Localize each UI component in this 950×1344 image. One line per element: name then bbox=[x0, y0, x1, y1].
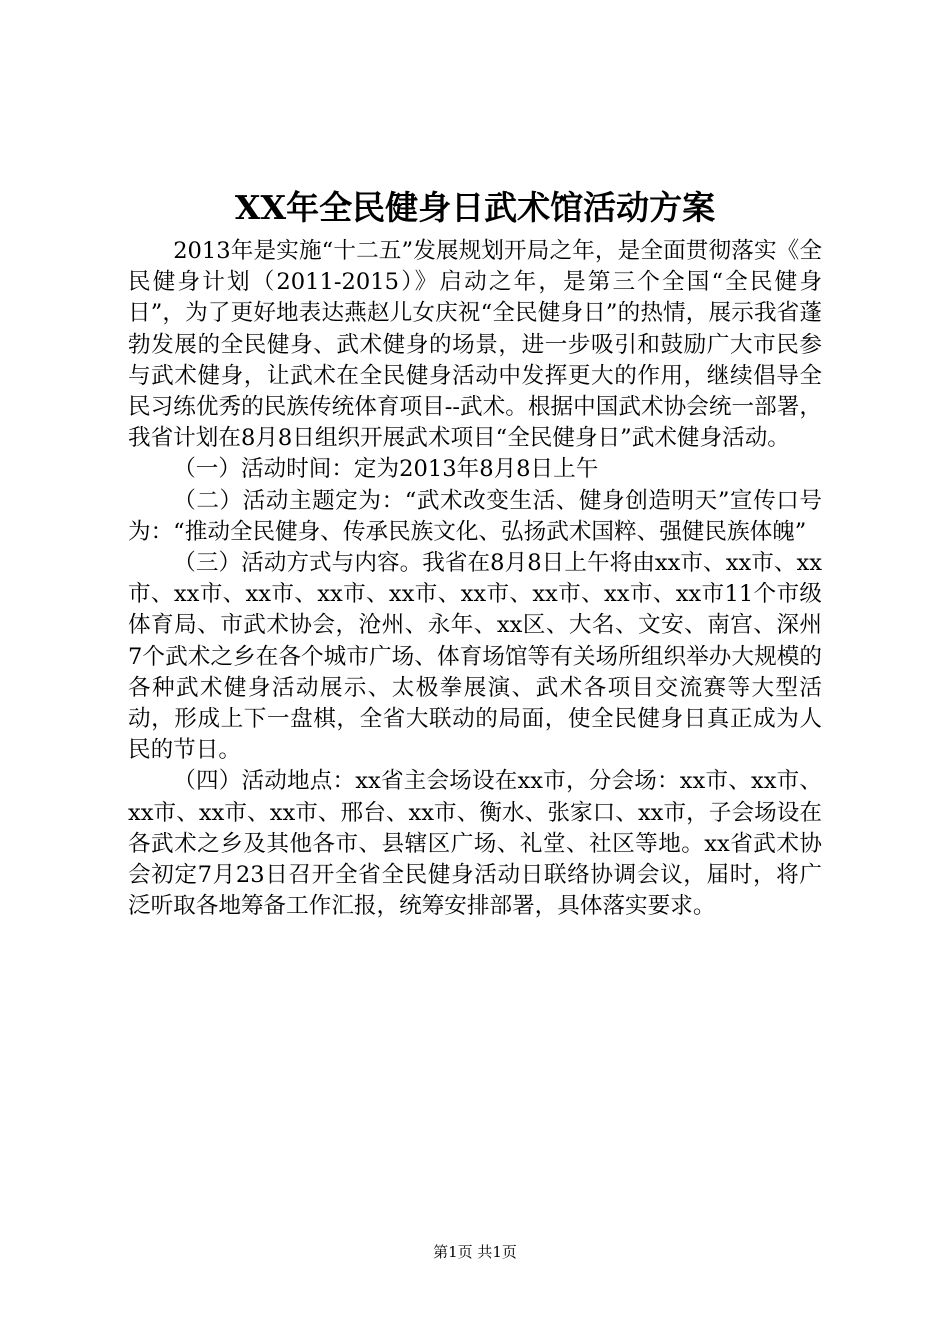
paragraph-activity-time: （一）活动时间：定为2013年8月8日上午 bbox=[173, 456, 599, 483]
document-title: XX年全民健身日武术馆活动方案 bbox=[234, 188, 716, 227]
paragraph-activity-venue: （四）活动地点：xx省主会场设在xx市，分会场：xx市、xx市、xx市、xx市、xx市、邢台、xx市、衡水、张家口、xx市，子会场设在各武术之乡及其他各市、县辖区广场、礼堂、社区等地。xx省武术协会初定7月23日召开全省全民健身活动日联络协调会议，届时，将广泛听取各地筹备工作汇报，统筹安排部署，具体落实要求。 bbox=[128, 768, 822, 920]
document-body bbox=[128, 236, 822, 922]
paragraph-activity-format: （三）活动方式与内容。我省在8月8日上午将由xx市、xx市、xx市、xx市、xx市、xx市、xx市、xx市、xx市、xx市、xx市11个市级体育局、市武术协会，沧州、永年、xx区、大名、文安、南宫、深州7个武术之乡在各个城市广场、体育场馆等有关场所组织举办大规模的各种武术健身活动展示、太极拳展演、武术各项目交流赛等大型活动，形成上下一盘棋，全省大联动的局面，使全民健身日真正成为人民的节日。 bbox=[128, 550, 822, 764]
page-number-indicator: 第1页 共1页 bbox=[433, 1243, 517, 1261]
page-footer bbox=[0, 1242, 950, 1262]
paragraph-intro: 2013年是实施“十二五”发展规划开局之年，是全面贯彻落实《全民健身计划（2011-2015）》启动之年，是第三个全国“全民健身日”，为了更好地表达燕赵儿女庆祝“全民健身日”的热情，展示我省蓬勃发展的全民健身、武术健身的场景，进一步吸引和鼓励广大市民参与武术健身，让武术在全民健身活动中发挥更大的作用，继续倡导全民习练优秀的民族传统体育项目--武术。根据中国武术协会统一部署，我省计划在8月8日组织开展武术项目“全民健身日”武术健身活动。 bbox=[128, 238, 822, 452]
paragraph-activity-theme: （二）活动主题定为：“武术改变生活、健身创造明天”宣传口号为：“推动全民健身、传承民族文化、弘扬武术国粹、强健民族体魄” bbox=[128, 487, 822, 545]
